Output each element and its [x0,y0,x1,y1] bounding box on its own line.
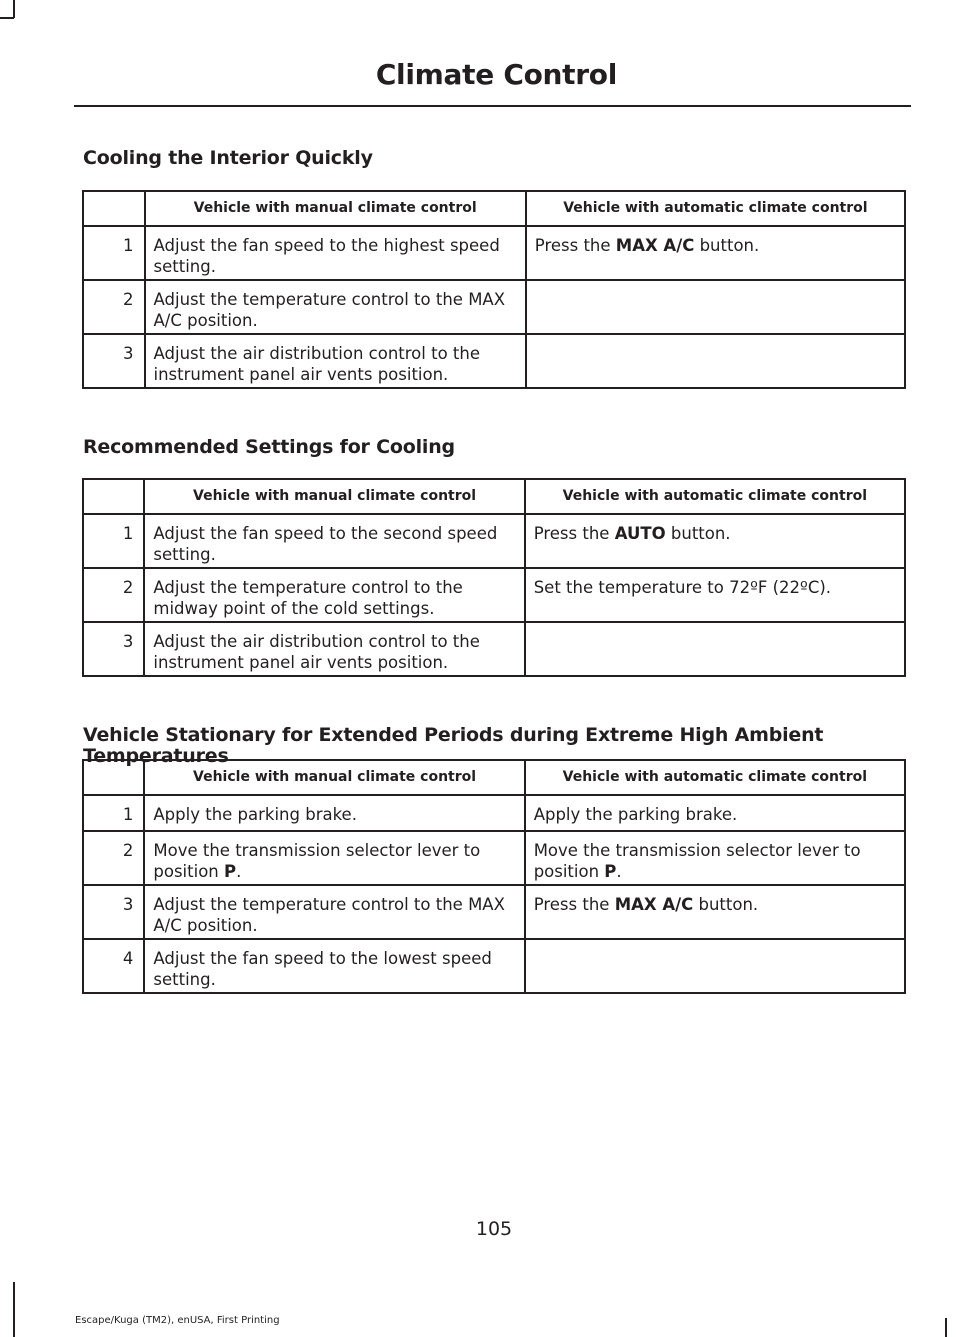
manual-text-suffix: . [236,862,242,881]
page-header-title: Climate Control [375,58,617,91]
table-row [83,795,905,831]
header-num-cell [83,479,144,514]
crop-mark-top-left-h [0,17,14,19]
step-number: 1 [83,795,144,831]
auto-button-name: AUTO [614,524,666,543]
table-row [83,885,905,939]
step-number: 3 [83,334,145,388]
header-manual: Vehicle with manual climate control [144,479,524,514]
table-row [83,334,905,388]
automatic-step: Apply the parking brake. [525,795,905,831]
automatic-step [525,939,905,993]
step-number: 1 [83,514,144,568]
table-row [83,831,905,885]
manual-step: Adjust the fan speed to the second speed setting. [144,514,524,568]
manual-step: Adjust the air distribution control to the instrument panel air vents position. [144,622,524,676]
header-num-cell [83,191,145,226]
automatic-step [526,226,905,280]
header-automatic: Vehicle with automatic climate control [525,760,905,795]
manual-step: Adjust the temperature control to the midway point of the cold settings. [144,568,524,622]
manual-position-label: P [224,862,237,881]
manual-step: Adjust the temperature control to the MAX A/C position. [144,885,524,939]
stationary-extreme-heat-table [82,759,906,994]
table-header-row [83,760,905,795]
crop-mark-bottom-right [945,1318,947,1337]
step-number: 3 [83,885,144,939]
section-title-cooling-quickly: Cooling the Interior Quickly [83,147,373,169]
manual-step: Adjust the fan speed to the lowest speed setting. [144,939,524,993]
footer-edition: Escape/Kuga (TM2), enUSA, First Printing [75,1315,280,1326]
page-number: 105 [475,1218,513,1240]
automatic-step [526,280,905,334]
automatic-step: Set the temperature to 72ºF (22ºC). [525,568,905,622]
auto-position-label: P [604,862,617,881]
auto-text-suffix: button. [693,895,759,914]
table-header-row [83,191,905,226]
auto-text-suffix: . [616,862,622,881]
automatic-step [525,622,905,676]
crop-mark-top-left [13,0,15,18]
auto-text: Press the [534,236,616,255]
step-number: 3 [83,622,144,676]
manual-step: Adjust the air distribution control to the instrument panel air vents position. [145,334,526,388]
step-number: 2 [83,831,144,885]
automatic-step [526,334,905,388]
header-manual: Vehicle with manual climate control [145,191,526,226]
auto-text-suffix: button. [665,524,731,543]
header-num-cell [83,760,144,795]
manual-step: Adjust the temperature control to the MAX A/C position. [145,280,526,334]
automatic-step [525,885,905,939]
manual-step: Apply the parking brake. [144,795,524,831]
header-automatic: Vehicle with automatic climate control [525,479,905,514]
table-row [83,622,905,676]
automatic-step [525,514,905,568]
automatic-step [525,831,905,885]
table-row [83,226,905,280]
manual-text: Move the transmission selector lever to position [153,841,481,881]
step-number: 4 [83,939,144,993]
auto-text: Press the [533,524,615,543]
auto-button-name: MAX A/C [614,895,694,914]
header-rule [74,105,911,107]
cooling-quickly-table [82,190,906,389]
section-title-stationary-extreme-heat: Vehicle Stationary for Extended Periods during Extreme High Ambient Temperatures [83,724,824,767]
step-number: 2 [83,568,144,622]
table-row [83,568,905,622]
header-manual: Vehicle with manual climate control [144,760,524,795]
table-row [83,280,905,334]
auto-button-name: MAX A/C [615,236,695,255]
table-row [83,939,905,993]
header-automatic: Vehicle with automatic climate control [526,191,905,226]
table-header-row [83,479,905,514]
auto-text-suffix: button. [694,236,760,255]
recommended-cooling-table [82,478,906,677]
auto-text: Press the [533,895,615,914]
step-number: 2 [83,280,145,334]
crop-mark-bottom-left [13,1282,15,1337]
section-title-recommended-cooling: Recommended Settings for Cooling [83,436,455,458]
manual-step: Adjust the fan speed to the highest speed setting. [145,226,526,280]
auto-text: Move the transmission selector lever to position [533,841,861,881]
manual-step [144,831,524,885]
step-number: 1 [83,226,145,280]
table-row [83,514,905,568]
